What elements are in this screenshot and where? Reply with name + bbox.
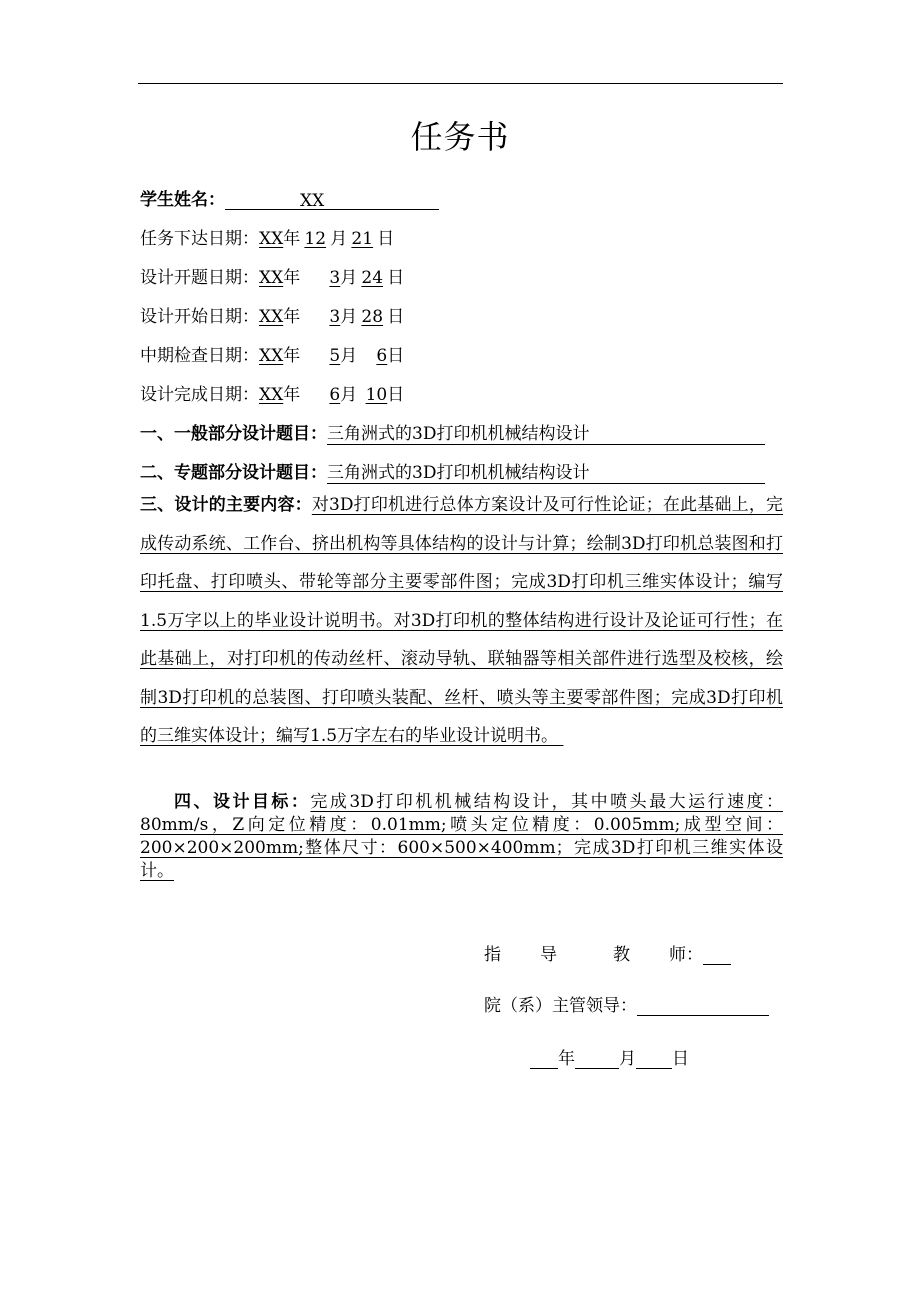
month-unit: 月 — [330, 229, 348, 249]
date-year: XX — [259, 346, 284, 366]
date-day: 28 — [361, 307, 384, 327]
sign-day-blank — [636, 1051, 672, 1069]
day-unit: 日 — [387, 307, 405, 327]
date-label: 设计开始日期： — [140, 307, 259, 327]
special-topic-label: 二、专题部分设计题目： — [140, 463, 327, 483]
year-unit: 年 — [283, 229, 301, 249]
date-label: 设计开题日期： — [140, 268, 259, 288]
advisor-signature-blank — [703, 947, 731, 965]
advisor-char: 师： — [669, 945, 703, 965]
sign-day-unit: 日 — [672, 1049, 689, 1069]
date-month: 6 — [329, 385, 341, 405]
year-unit: 年 — [283, 346, 301, 366]
date-label: 设计完成日期： — [140, 385, 259, 405]
sign-month-unit: 月 — [619, 1049, 636, 1069]
date-year: XX — [259, 307, 284, 327]
goal-section — [140, 791, 783, 883]
year-unit: 年 — [283, 268, 301, 288]
goal-label: 四、设计目标： — [174, 792, 311, 812]
signature-date-row — [530, 1044, 689, 1069]
month-unit: 月 — [340, 346, 358, 366]
student-name-row — [140, 185, 439, 210]
month-unit: 月 — [340, 385, 358, 405]
general-topic-row — [140, 419, 783, 445]
date-month: 12 — [304, 229, 327, 249]
date-day: 24 — [361, 268, 384, 288]
date-row — [140, 263, 404, 288]
date-day: 21 — [351, 229, 374, 249]
date-label: 任务下达日期： — [140, 229, 259, 249]
dept-leader-label: 院（系）主管领导： — [484, 996, 637, 1016]
advisor-signature-row — [484, 940, 752, 965]
date-day: 6 — [376, 346, 388, 366]
goal-text: 完成3D打印机机械结构设计，其中喷头最大运行速度：80mm/s，Z向定位精度：0.01mm;喷头定位精度：0.005mm;成型空间：200×200×200mm;整体尺寸：600×500×400mm；完成3D打印机三维实体设计。 — [140, 792, 784, 881]
main-content-label: 三、设计的主要内容： — [140, 495, 312, 515]
main-content-text: 对3D打印机进行总体方案设计及可行性论证；在此基础上，完成传动系统、工作台、挤出机构等具体结构的设计与计算；绘制3D打印机总装图和打印托盘、打印喷头、带轮等部分主要零部件图；完成3D打印机三维实体设计；编写1.5万字以上的毕业设计说明书。对3D打印机的整体结构进行设计及论证可行性；在此基础上，对打印机的传动丝杆、滚动导轨、联轴器等相关部件进行选型及校核，绘制3D打印机的总装图、打印喷头装配、丝杆、喷头等主要零部件图；完成3D打印机的三维实体设计；编写1.5万字左右的毕业设计说明书。 — [140, 495, 784, 746]
header-rule — [138, 83, 783, 84]
day-unit: 日 — [387, 346, 405, 366]
sign-year-unit: 年 — [558, 1049, 575, 1069]
date-year: XX — [259, 229, 284, 249]
date-month: 3 — [329, 268, 341, 288]
special-topic-row — [140, 458, 783, 484]
special-topic-value: 三角洲式的3D打印机机械结构设计 — [327, 463, 765, 484]
date-row — [140, 302, 404, 327]
date-month: 5 — [329, 346, 341, 366]
date-day: 10 — [365, 385, 388, 405]
main-content-section — [140, 486, 783, 756]
year-unit: 年 — [283, 385, 301, 405]
month-unit: 月 — [340, 307, 358, 327]
main-content-trailing-blank — [558, 717, 720, 756]
advisor-char: 教 — [613, 945, 630, 965]
date-row — [140, 380, 404, 405]
student-name-value: XX — [300, 191, 325, 211]
date-year: XX — [259, 385, 284, 405]
day-unit: 日 — [387, 268, 405, 288]
day-unit: 日 — [387, 385, 405, 405]
advisor-char: 指 — [484, 945, 501, 965]
page-title: 任务书 — [410, 118, 510, 156]
student-name-field — [225, 192, 439, 210]
year-unit: 年 — [283, 307, 301, 327]
date-month: 3 — [329, 307, 341, 327]
sign-month-blank — [575, 1051, 619, 1069]
date-label: 中期检查日期： — [140, 346, 259, 366]
month-unit: 月 — [340, 268, 358, 288]
date-row — [140, 341, 404, 366]
student-name-label: 学生姓名： — [140, 190, 225, 210]
day-unit: 日 — [377, 229, 395, 249]
date-row — [140, 224, 394, 249]
general-topic-value: 三角洲式的3D打印机机械结构设计 — [327, 424, 765, 445]
dept-leader-signature-blank — [637, 998, 769, 1016]
general-topic-label: 一、一般部分设计题目： — [140, 424, 327, 444]
advisor-char: 导 — [540, 945, 557, 965]
date-year: XX — [259, 268, 284, 288]
dept-leader-signature-row — [484, 991, 769, 1016]
sign-year-blank — [530, 1051, 558, 1069]
